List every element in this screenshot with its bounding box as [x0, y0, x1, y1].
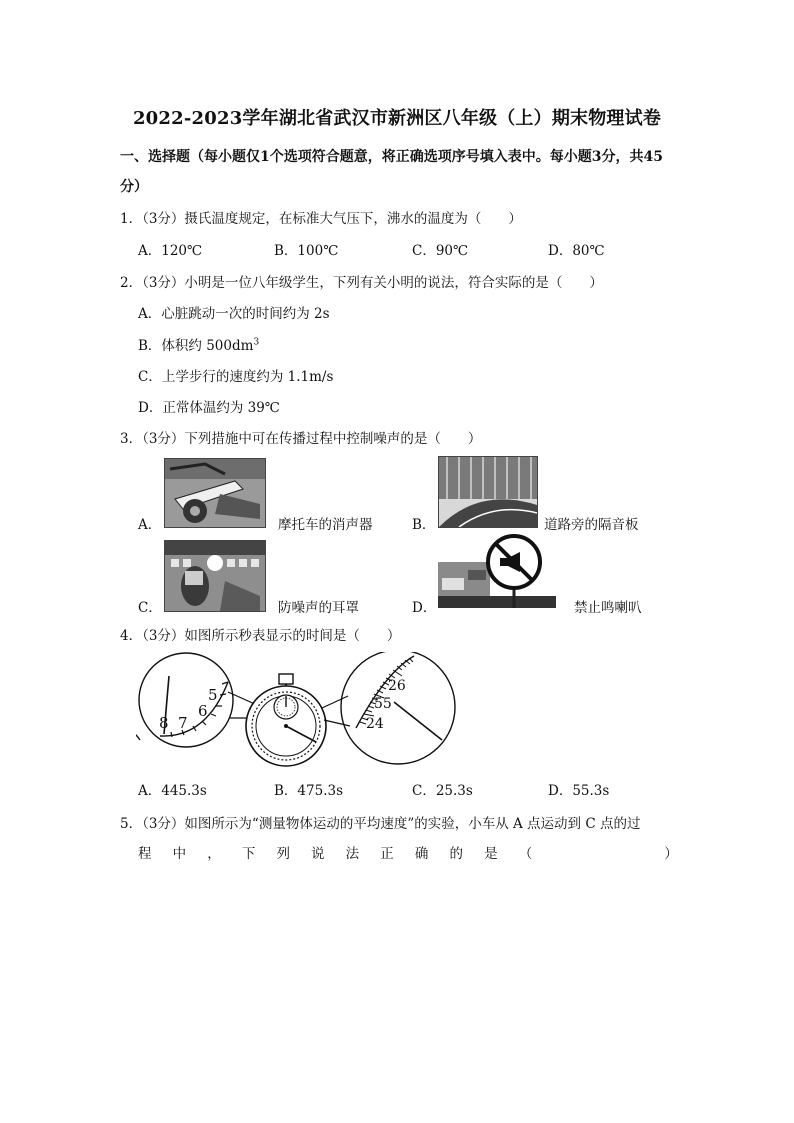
question-5-stem: 5．（3分）如图所示为“测量物体运动的平均速度”的实验，小车从 A 点运动到 C 点的过 [120, 816, 641, 832]
question-4-option-c: C．25.3s [412, 783, 473, 799]
question-3-caption-c: 防噪声的耳罩 [278, 600, 359, 616]
left-magnifier-edge [136, 732, 140, 740]
sound-barrier-photo [438, 456, 538, 528]
stopwatch-diagram [136, 652, 556, 776]
q5-char: 是 [484, 846, 498, 862]
page-title: 2022-2023学年湖北省武汉市新洲区八年级（上）期末物理试卷 [132, 108, 662, 129]
question-1-option-d: D．80℃ [548, 243, 605, 259]
sound-barrier-icon [439, 457, 537, 527]
right-dial-label-24: 24 [366, 716, 384, 732]
no-horn-photo [438, 534, 556, 608]
left-dial-label-5: 5 [208, 686, 218, 704]
q5-char: 正 [380, 846, 394, 862]
q5-char: 说 [311, 846, 325, 862]
stopwatch-figure [136, 652, 556, 776]
cubic-superscript: 3 [253, 337, 260, 348]
no-horn-sign-icon [438, 534, 556, 608]
question-3-option-a: A． [138, 517, 162, 533]
q5-char: （ [518, 846, 533, 862]
right-dial-label-26: 26 [388, 678, 406, 694]
question-3-option-b: B． [412, 517, 436, 533]
q5-blank [553, 842, 643, 862]
stopwatch-crown [279, 674, 293, 684]
q5-char: 列 [276, 846, 290, 862]
motorcycle-muffler-photo [164, 458, 266, 528]
question-3-caption-a: 摩托车的消声器 [278, 517, 373, 533]
question-2-option-b [138, 334, 259, 354]
question-2-option-a: A．心脏跳动一次的时间约为 2s [138, 306, 330, 322]
ear-protector-photo [164, 540, 266, 612]
question-3-caption-b: 道路旁的隔音板 [544, 517, 639, 533]
question-2-option-d: D．正常体温约为 39℃ [138, 400, 280, 416]
question-3-stem: 3．（3分）下列措施中可在传播过程中控制噪声的是（ ） [120, 431, 482, 447]
ear-protector-icon [165, 541, 265, 611]
question-2-option-b-text: B．体积约 500dm [138, 338, 254, 354]
question-1-option-c: C．90℃ [412, 243, 469, 259]
question-3-option-d: D． [412, 600, 437, 616]
q5-char: 程 [138, 846, 152, 862]
section-heading-line1: 一、选择题（每小题仅1个选项符合题意，将正确选项序号填入表中。每小题3分，共45 [120, 149, 663, 165]
q5-char: 中 [172, 846, 187, 862]
question-1-stem: 1．（3分）摄氏温度规定，在标准大气压下，沸水的温度为（ ） [120, 211, 522, 227]
right-pointer [394, 702, 442, 740]
q5-char: 的 [449, 846, 463, 862]
section-heading-line2: 分） [120, 179, 148, 195]
question-5-stem-line2 [138, 842, 678, 862]
question-4-option-d: D．55.3s [548, 783, 610, 799]
q5-char: 法 [345, 846, 360, 862]
left-dial-label-8: 8 [159, 714, 169, 732]
question-1-option-b: B．100℃ [274, 243, 339, 259]
q5-char: ） [664, 846, 678, 862]
q5-char: 下 [241, 846, 256, 862]
question-2-option-c: C．上学步行的速度约为 1.1m/s [138, 369, 334, 385]
question-1-option-a: A．120℃ [138, 243, 203, 259]
question-3-option-c: C． [138, 600, 162, 616]
right-dial-label-55: 55 [374, 696, 392, 712]
left-dial-label-7: 7 [178, 714, 188, 732]
question-4-stem: 4．（3分）如图所示秒表显示的时间是（ ） [120, 628, 401, 644]
question-3-caption-d: 禁止鸣喇叭 [574, 600, 642, 616]
left-dial-label-6: 6 [198, 702, 208, 720]
q5-char: ， [207, 846, 221, 862]
question-2-stem: 2．（3分）小明是一位八年级学生，下列有关小明的说法，符合实际的是（ ） [120, 275, 603, 291]
question-4-option-b: B．475.3s [274, 783, 343, 799]
question-4-option-a: A．445.3s [138, 783, 207, 799]
q5-char: 确 [414, 846, 429, 862]
motorcycle-muffler-icon [165, 459, 265, 527]
